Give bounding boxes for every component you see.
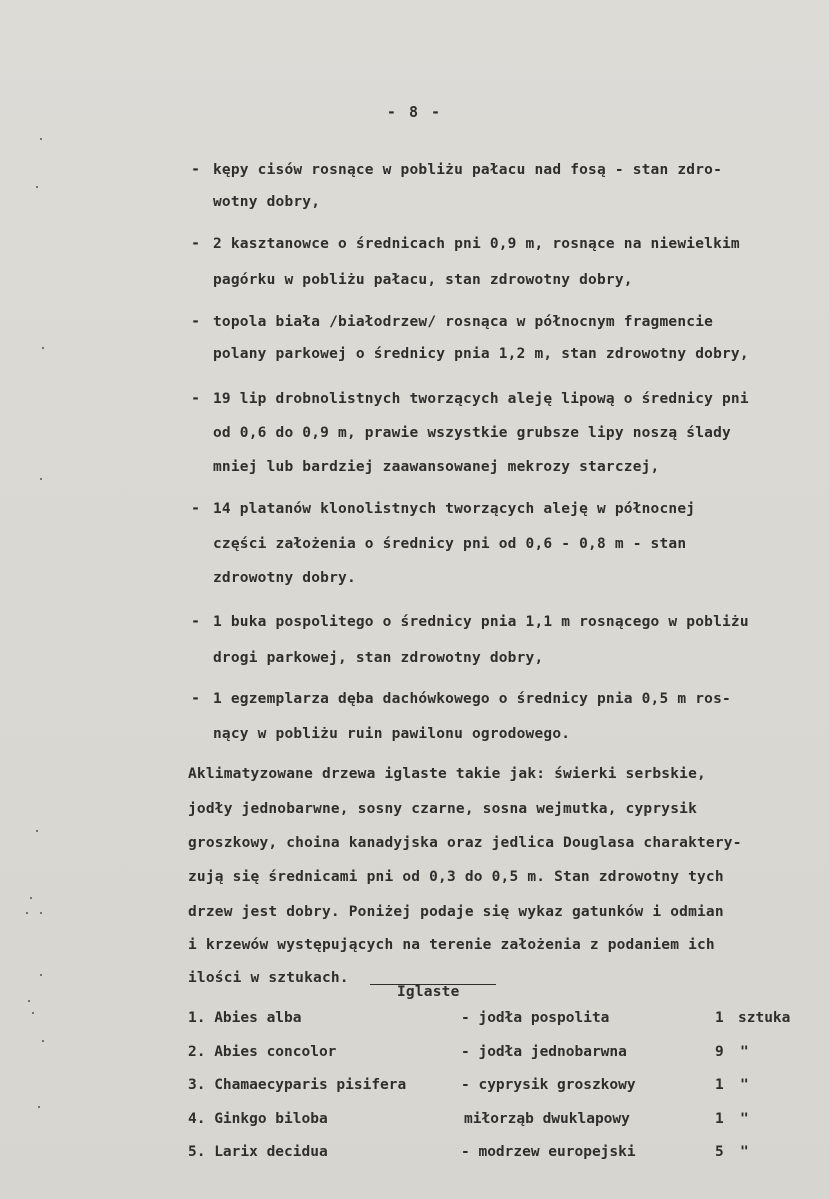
bullet-dash: - bbox=[191, 160, 201, 178]
list-item-line: nący w pobliżu ruin pawilonu ogrodowego. bbox=[213, 726, 571, 742]
scan-speck bbox=[38, 1106, 40, 1108]
unit: sztuka bbox=[738, 1010, 791, 1026]
scan-speck bbox=[28, 1000, 30, 1002]
latin-name: 4. Ginkgo biloba bbox=[188, 1111, 328, 1127]
list-item-line: zdrowotny dobry. bbox=[213, 570, 356, 586]
scan-speck bbox=[40, 478, 42, 480]
scan-speck bbox=[42, 1040, 44, 1042]
polish-name: - jodła jednobarwna bbox=[461, 1044, 627, 1060]
scan-speck bbox=[40, 974, 42, 976]
scan-speck bbox=[30, 897, 32, 899]
bullet-dash: - bbox=[191, 689, 201, 707]
count: 9 bbox=[715, 1044, 724, 1060]
list-item-line: polany parkowej o średnicy pnia 1,2 m, stan zdrowotny dobry, bbox=[213, 346, 749, 362]
paragraph-line: jodły jednobarwne, sosny czarne, sosna wejmutka, cyprysik bbox=[188, 801, 697, 817]
list-item-line: kępy cisów rosnące w pobliżu pałacu nad fosą - stan zdro- bbox=[213, 162, 722, 178]
paragraph-line: groszkowy, choina kanadyjska oraz jedlica Douglasa charaktery- bbox=[188, 835, 742, 851]
paragraph-line: Aklimatyzowane drzewa iglaste takie jak: świerki serbskie, bbox=[188, 766, 706, 782]
latin-name: 5. Larix decidua bbox=[188, 1144, 328, 1160]
polish-name: - modrzew europejski bbox=[461, 1144, 636, 1160]
scan-speck bbox=[36, 186, 38, 188]
list-item-line: 1 egzemplarza dęba dachówkowego o średnicy pnia 0,5 m ros- bbox=[213, 691, 731, 707]
table-heading: Iglaste bbox=[397, 984, 460, 1000]
list-item-line: mniej lub bardziej zaawansowanej mekrozy starczej, bbox=[213, 459, 660, 475]
polish-name: - cyprysik groszkowy bbox=[461, 1077, 636, 1093]
paragraph-line: ilości w sztukach. bbox=[188, 970, 349, 986]
latin-name: 1. Abies alba bbox=[188, 1010, 302, 1026]
list-item-line: wotny dobry, bbox=[213, 194, 321, 210]
polish-name: - jodła pospolita bbox=[461, 1010, 610, 1026]
unit: " bbox=[740, 1044, 749, 1060]
unit: " bbox=[740, 1111, 749, 1127]
scan-speck bbox=[42, 347, 44, 349]
bullet-dash: - bbox=[191, 312, 201, 330]
paragraph-line: i krzewów występujących na terenie założenia z podaniem ich bbox=[188, 937, 715, 953]
list-item-line: topola biała /białodrzew/ rosnąca w północnym fragmencie bbox=[213, 314, 714, 330]
list-item-line: od 0,6 do 0,9 m, prawie wszystkie grubsze lipy noszą ślady bbox=[213, 425, 731, 441]
list-item-line: 1 buka pospolitego o średnicy pnia 1,1 m rosnącego w pobliżu bbox=[213, 614, 749, 630]
paragraph-line: drzew jest dobry. Poniżej podaje się wykaz gatunków i odmian bbox=[188, 904, 724, 920]
count: 1 bbox=[715, 1077, 724, 1093]
bullet-dash: - bbox=[191, 234, 201, 252]
latin-name: 2. Abies concolor bbox=[188, 1044, 337, 1060]
list-item-line: 14 platanów klonolistnych tworzących aleję w północnej bbox=[213, 501, 696, 517]
page-number: - 8 - bbox=[386, 103, 443, 121]
list-item-line: pagórku w pobliżu pałacu, stan zdrowotny dobry, bbox=[213, 272, 633, 288]
count: 1 bbox=[715, 1111, 724, 1127]
scan-speck bbox=[36, 830, 38, 832]
scan-speck bbox=[26, 912, 28, 914]
polish-name: miłorząb dwuklapowy bbox=[464, 1111, 630, 1127]
list-item-line: 2 kasztanowce o średnicach pni 0,9 m, rosnące na niewielkim bbox=[213, 236, 740, 252]
bullet-dash: - bbox=[191, 499, 201, 517]
unit: " bbox=[740, 1077, 749, 1093]
list-item-line: 19 lip drobnolistnych tworzących aleję lipową o średnicy pni bbox=[213, 391, 749, 407]
list-item-line: części założenia o średnicy pni od 0,6 - 0,8 m - stan bbox=[213, 536, 687, 552]
bullet-dash: - bbox=[191, 612, 201, 630]
bullet-dash: - bbox=[191, 389, 201, 407]
latin-name: 3. Chamaecyparis pisifera bbox=[188, 1077, 407, 1093]
list-item-line: drogi parkowej, stan zdrowotny dobry, bbox=[213, 650, 544, 666]
unit: " bbox=[740, 1144, 749, 1160]
scan-speck bbox=[40, 138, 42, 140]
count: 5 bbox=[715, 1144, 724, 1160]
heading-underline bbox=[370, 984, 496, 985]
scan-speck bbox=[40, 912, 42, 914]
scan-speck bbox=[32, 1012, 34, 1014]
paragraph-line: zują się średnicami pni od 0,3 do 0,5 m. Stan zdrowotny tych bbox=[188, 869, 724, 885]
count: 1 bbox=[715, 1010, 724, 1026]
